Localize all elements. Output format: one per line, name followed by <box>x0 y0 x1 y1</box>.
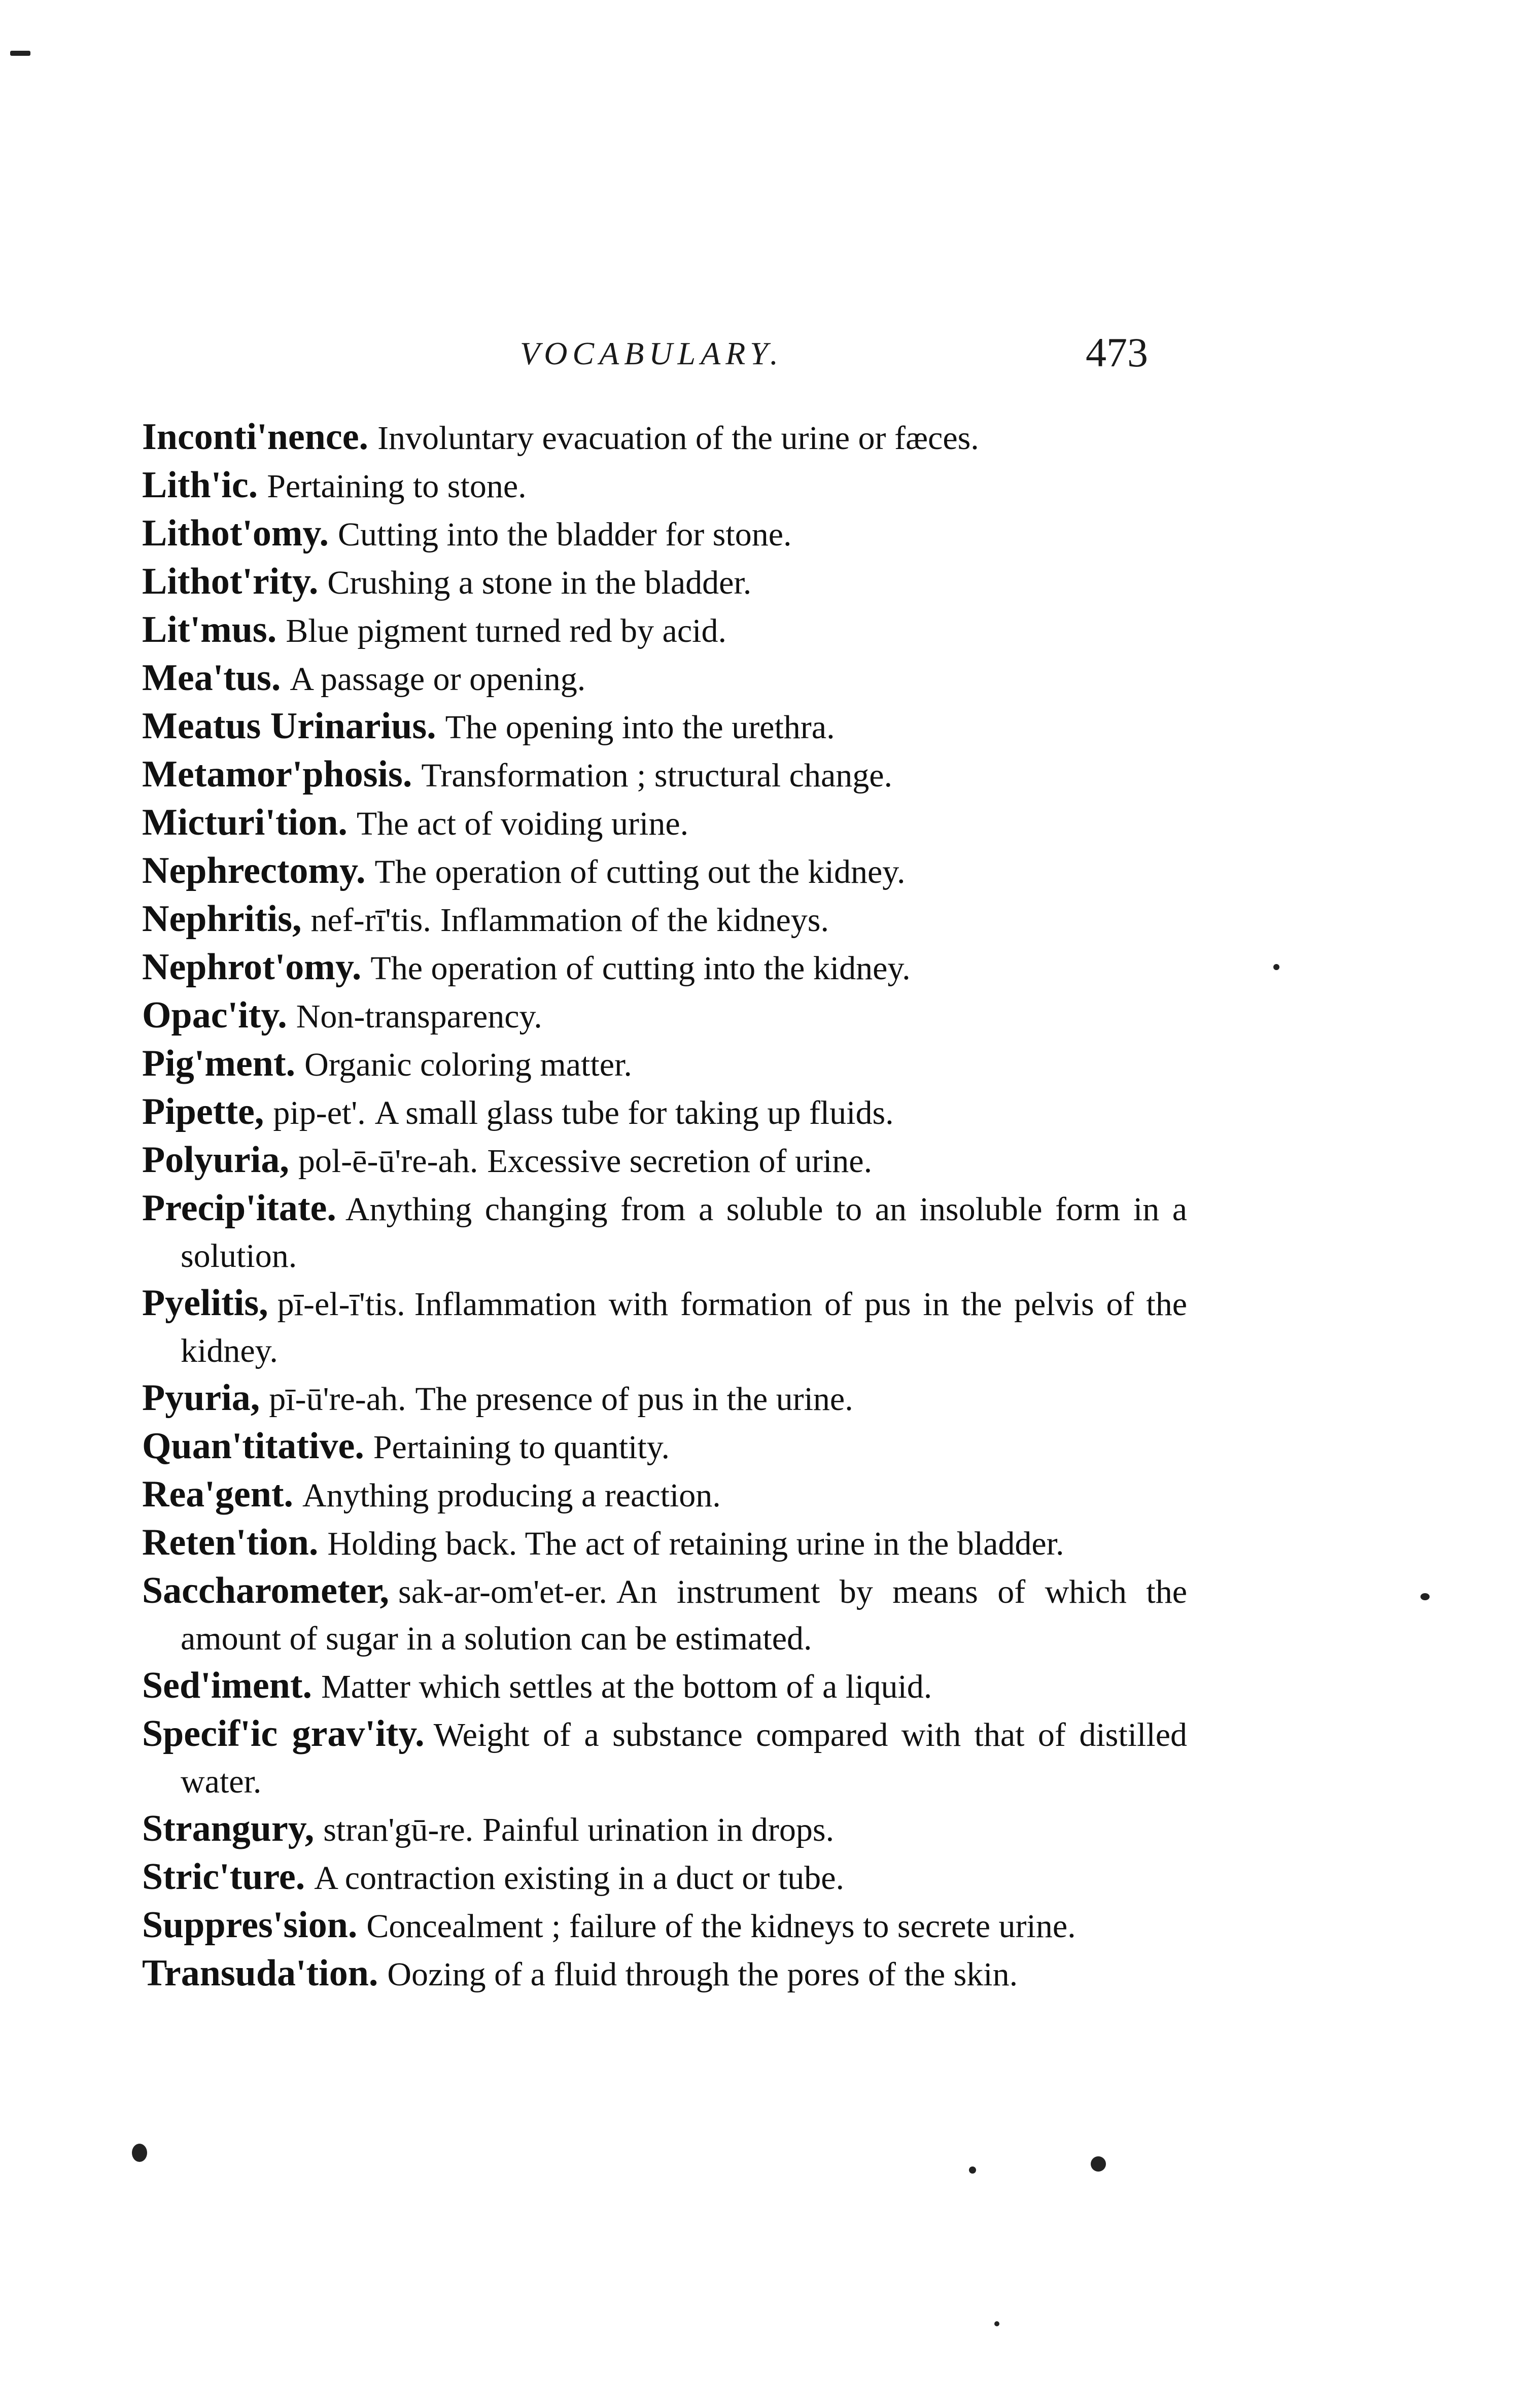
entry-pronunciation: pol-ē-ū're-ah. <box>298 1143 478 1180</box>
entry-term: Lithot'rity. <box>142 561 319 602</box>
entry-definition: Weight of a substance compared with that of distilled water. <box>181 1716 1187 1800</box>
entry-term: Nephritis, <box>142 898 302 940</box>
entry-definition: Crushing a stone in the bladder. <box>327 564 752 601</box>
entry-definition: Pertaining to quantity. <box>373 1429 670 1466</box>
vocabulary-entry <box>142 1519 1187 1567</box>
entry-pronunciation: stran'gū-re. <box>323 1811 474 1848</box>
entry-definition: Transformation ; structural change. <box>421 757 893 794</box>
entry-pronunciation: sak-ar-om'et-er. <box>398 1573 607 1610</box>
entry-term: Lithot'omy. <box>142 512 329 554</box>
scan-speck <box>10 51 30 56</box>
entry-term: Meatus Urinarius. <box>142 705 436 747</box>
entry-term: Nephrot'omy. <box>142 946 362 988</box>
vocabulary-entry <box>142 1137 1187 1185</box>
entry-definition: Blue pigment turned red by acid. <box>286 612 726 649</box>
entry-definition: Pertaining to stone. <box>267 468 527 505</box>
vocabulary-entry <box>142 558 1187 606</box>
vocabulary-entry <box>142 1950 1187 1998</box>
entry-definition: The operation of cutting into the kidney. <box>370 950 911 987</box>
entry-term: Pyuria, <box>142 1377 260 1419</box>
vocabulary-entry <box>142 944 1187 992</box>
entry-definition: Concealment ; failure of the kidneys to secrete urine. <box>366 1908 1076 1945</box>
page-number: 473 <box>1086 329 1148 375</box>
scan-speck <box>1091 2156 1106 2172</box>
entry-definition: The opening into the urethra. <box>445 709 835 746</box>
entry-term: Micturi'tion. <box>142 802 348 843</box>
entry-term: Specif'ic grav'ity. <box>142 1713 425 1755</box>
entry-definition: Anything changing from a soluble to an insoluble form in a solution. <box>181 1191 1187 1275</box>
vocabulary-list <box>142 414 1187 1998</box>
entry-term: Lith'ic. <box>142 464 258 506</box>
entry-pronunciation: pī-el-ī'tis. <box>277 1286 405 1323</box>
entry-definition: Anything producing a reaction. <box>302 1477 721 1514</box>
vocabulary-entry <box>142 896 1187 944</box>
entry-term: Reten'tion. <box>142 1522 319 1563</box>
entry-term: Inconti'nence. <box>142 416 369 458</box>
entry-term: Stric'ture. <box>142 1856 305 1898</box>
entry-definition: The operation of cutting out the kidney. <box>374 853 906 890</box>
vocabulary-entry <box>142 1040 1187 1088</box>
vocabulary-entry <box>142 1185 1187 1280</box>
entry-definition: A passage or opening. <box>290 661 586 698</box>
scan-speck <box>132 2144 147 2162</box>
vocabulary-entry <box>142 1423 1187 1471</box>
vocabulary-entry <box>142 1374 1187 1423</box>
entry-term: Saccharometer, <box>142 1570 390 1611</box>
vocabulary-entry <box>142 992 1187 1040</box>
entry-definition: The act of voiding urine. <box>356 805 689 842</box>
entry-term: Opac'ity. <box>142 994 287 1036</box>
vocabulary-entry <box>142 1088 1187 1137</box>
entry-term: Transuda'tion. <box>142 1952 378 1994</box>
entry-pronunciation: pip-et'. <box>273 1094 366 1131</box>
entry-definition: Non-transparency. <box>296 998 542 1035</box>
entry-definition: Excessive secretion of urine. <box>487 1143 873 1180</box>
entry-pronunciation: nef-rī'tis. <box>310 902 431 939</box>
entry-definition: Organic coloring matter. <box>304 1046 632 1083</box>
entry-term: Lit'mus. <box>142 609 277 650</box>
entry-definition: Cutting into the bladder for stone. <box>337 516 792 553</box>
vocabulary-entry <box>142 847 1187 896</box>
entry-definition: A small glass tube for taking up fluids. <box>374 1094 894 1131</box>
entry-term: Quan'titative. <box>142 1425 364 1467</box>
vocabulary-entry <box>142 799 1187 847</box>
entry-definition: The presence of pus in the urine. <box>415 1381 853 1418</box>
vocabulary-entry <box>142 703 1187 751</box>
entry-definition: A contraction existing in a duct or tube. <box>314 1860 845 1897</box>
entry-term: Nephrectomy. <box>142 850 366 891</box>
vocabulary-entry <box>142 751 1187 799</box>
vocabulary-entry <box>142 655 1187 703</box>
vocabulary-entry <box>142 1662 1187 1710</box>
vocabulary-entry <box>142 414 1187 462</box>
entry-definition: Oozing of a fluid through the pores of the skin. <box>387 1956 1018 1993</box>
scan-speck <box>994 2321 999 2326</box>
scan-speck <box>1273 964 1279 970</box>
entry-term: Polyuria, <box>142 1139 289 1181</box>
vocabulary-entry <box>142 1280 1187 1374</box>
entry-term: Sed'iment. <box>142 1665 313 1706</box>
entry-term: Pyelitis, <box>142 1282 268 1324</box>
entry-term: Precip'itate. <box>142 1187 336 1229</box>
scan-speck <box>1420 1593 1430 1600</box>
vocabulary-entry <box>142 1471 1187 1519</box>
vocabulary-entry <box>142 1805 1187 1853</box>
entry-term: Pipette, <box>142 1091 264 1132</box>
vocabulary-entry <box>142 510 1187 558</box>
entry-term: Strangury, <box>142 1808 315 1849</box>
vocabulary-entry <box>142 1567 1187 1662</box>
entry-term: Rea'gent. <box>142 1473 293 1515</box>
entry-definition: Involuntary evacuation of the urine or fæces. <box>377 420 979 457</box>
entry-definition: An instrument by means of which the amount of sugar in a solution can be estimated. <box>181 1573 1187 1657</box>
entry-definition: Inflammation of the kidneys. <box>440 902 829 939</box>
entry-term: Suppres'sion. <box>142 1904 358 1946</box>
entry-term: Metamor'phosis. <box>142 753 412 795</box>
scan-speck <box>969 2166 976 2174</box>
entry-definition: Holding back. The act of retaining urine in the bladder. <box>327 1525 1064 1562</box>
vocabulary-entry <box>142 462 1187 510</box>
entry-term: Pig'ment. <box>142 1043 296 1084</box>
vocabulary-entry <box>142 1853 1187 1902</box>
running-title: VOCABULARY. <box>520 335 783 371</box>
entry-definition: Painful urination in drops. <box>482 1811 835 1848</box>
entry-term: Mea'tus. <box>142 657 281 699</box>
entry-pronunciation: pī-ū're-ah. <box>269 1381 406 1418</box>
entry-definition: Inflammation with formation of pus in the pelvis of the kidney. <box>181 1286 1187 1369</box>
vocabulary-entry <box>142 1710 1187 1805</box>
vocabulary-entry <box>142 1902 1187 1950</box>
vocabulary-entry <box>142 606 1187 655</box>
entry-definition: Matter which settles at the bottom of a liquid. <box>321 1668 932 1705</box>
